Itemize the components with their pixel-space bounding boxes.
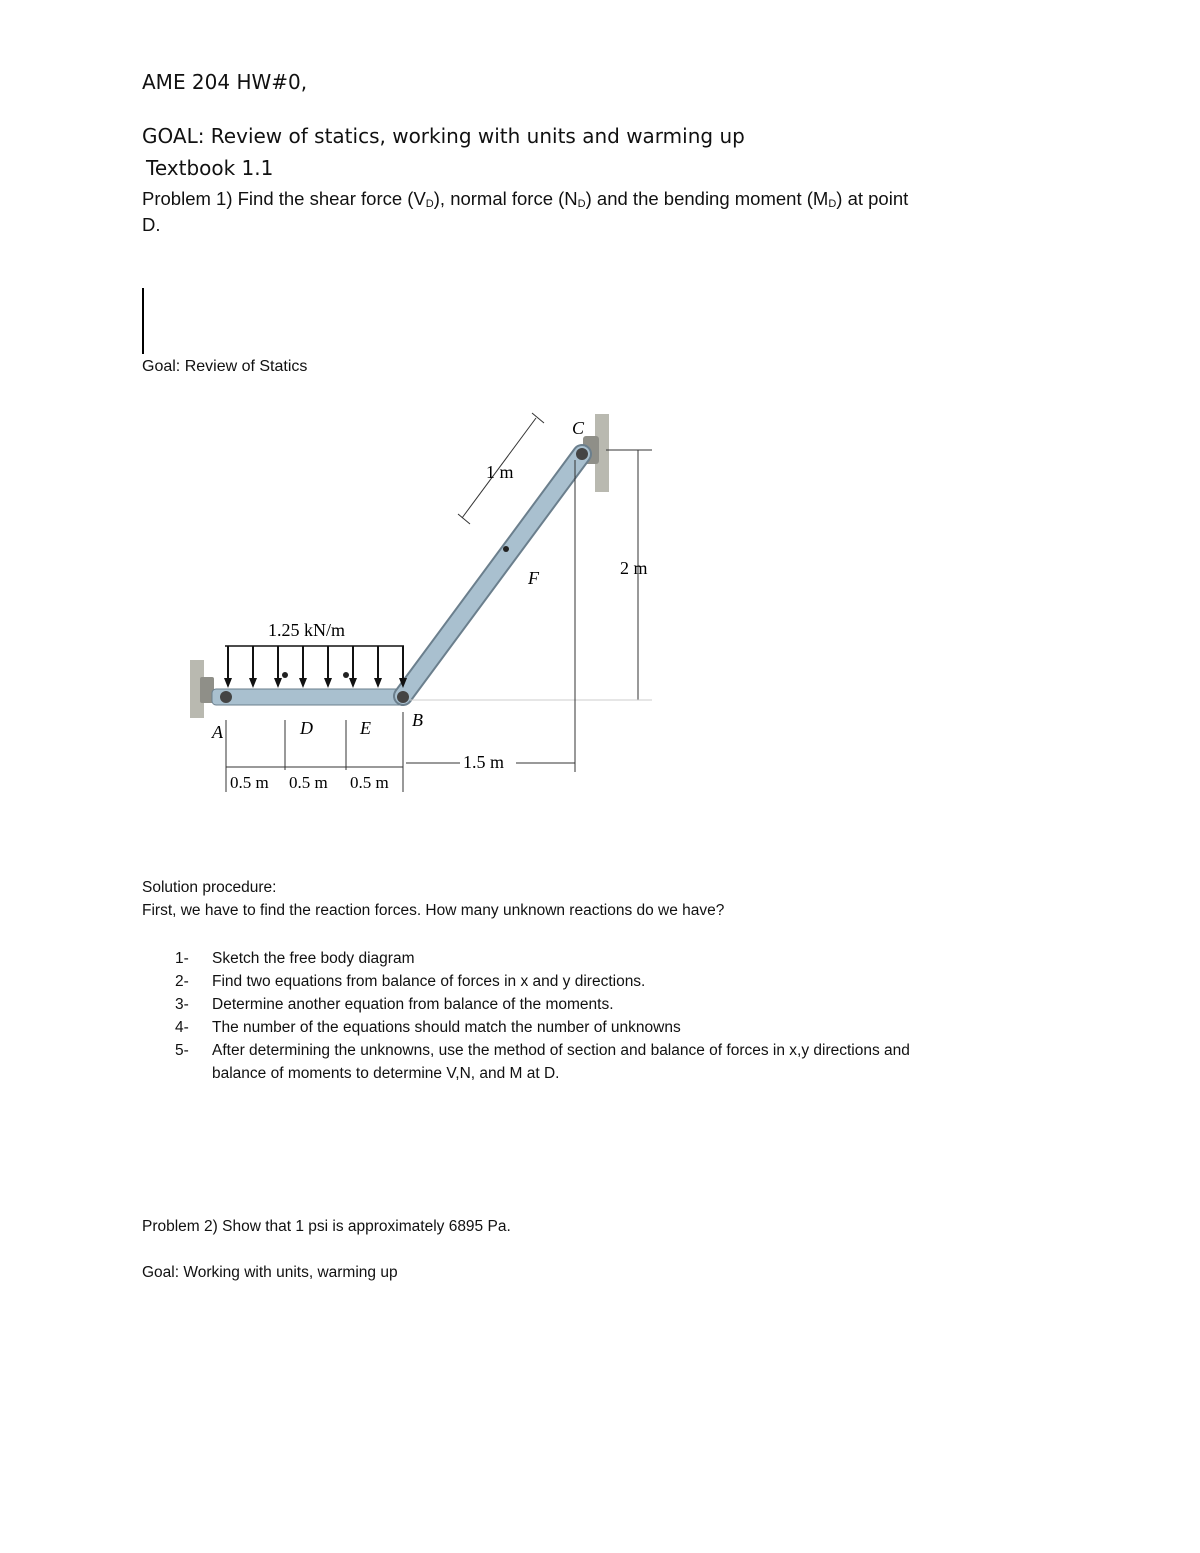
problem-1-mid2: ) and the bending moment (M (585, 188, 829, 209)
label-a: A (212, 722, 223, 742)
solution-steps (175, 947, 910, 1085)
step-number: 2- (175, 973, 189, 990)
solution-heading: Solution procedure: (142, 879, 277, 896)
load-arrow-head (224, 678, 232, 688)
label-e: E (360, 718, 371, 738)
member-ab (212, 689, 408, 705)
load-arrow-head (374, 678, 382, 688)
load-arrow-head (274, 678, 282, 688)
dim-15m-label: 1.5 m (463, 752, 505, 772)
list-item (175, 993, 910, 1016)
dim-2m-label: 2 m (620, 558, 648, 578)
problem-1-statement (142, 186, 908, 217)
problem-1-suffix: ) at point (836, 188, 909, 209)
beam-frame-figure (190, 400, 670, 810)
load-arrow-head (324, 678, 332, 688)
label-d: D (300, 718, 313, 738)
step-text: After determining the unknowns, use the method of section and balance of forces in x,y directions and (212, 1042, 910, 1059)
step-text-continued: balance of moments to determine V,N, and M at D. (212, 1065, 560, 1082)
problem-1-mid1: ), normal force (N (433, 188, 578, 209)
goal-heading: GOAL: Review of statics, working with units and warming up (142, 124, 745, 148)
list-item (175, 1016, 910, 1039)
label-b: B (412, 710, 423, 730)
point-f-dot (503, 546, 509, 552)
document-title: AME 204 HW#0, (142, 70, 308, 94)
step-number: 5- (175, 1042, 189, 1059)
step-number: 4- (175, 1019, 189, 1036)
shear-subscript: D (425, 198, 434, 210)
load-arrow-head (249, 678, 257, 688)
solution-intro: First, we have to find the reaction forces. How many unknown reactions do we have? (142, 902, 725, 919)
label-f: F (528, 568, 539, 588)
list-item (175, 1039, 910, 1085)
point-e-dot (343, 672, 349, 678)
normal-subscript: D (577, 198, 586, 210)
problem-1-prefix: Problem 1) Find the shear force (V (142, 188, 426, 209)
label-c: C (572, 418, 585, 438)
member-bc (403, 454, 582, 696)
list-item (175, 970, 910, 993)
step-text: Find two equations from balance of forces in x and y directions. (212, 973, 646, 990)
step-text: The number of the equations should match the number of unknowns (212, 1019, 681, 1036)
point-d-dot (282, 672, 288, 678)
list-item (175, 947, 910, 970)
pin-a (220, 691, 232, 703)
pin-c (576, 448, 588, 460)
dim-1m-label: 1 m (486, 462, 514, 482)
step-number: 3- (175, 996, 189, 1013)
moment-subscript: D (828, 198, 837, 210)
text-cursor (142, 288, 144, 354)
step-text: Sketch the free body diagram (212, 950, 415, 967)
problem-1-line-2: D. (142, 214, 161, 235)
problem-1-goal: Goal: Review of Statics (142, 358, 308, 375)
step-text: Determine another equation from balance of the moments. (212, 996, 614, 1013)
dim-seg2-label: 0.5 m (289, 773, 328, 792)
step-number: 1- (175, 950, 189, 967)
dim-seg3-label: 0.5 m (350, 773, 389, 792)
problem-2-goal: Goal: Working with units, warming up (142, 1264, 398, 1281)
textbook-reference: Textbook 1.1 (146, 156, 274, 180)
dim-seg1-label: 0.5 m (230, 773, 269, 792)
load-arrow-head (299, 678, 307, 688)
problem-2-statement: Problem 2) Show that 1 psi is approximately 6895 Pa. (142, 1218, 511, 1235)
load-arrows (224, 646, 407, 688)
load-label: 1.25 kN/m (268, 620, 346, 640)
pin-b (397, 691, 409, 703)
load-arrow-head (349, 678, 357, 688)
